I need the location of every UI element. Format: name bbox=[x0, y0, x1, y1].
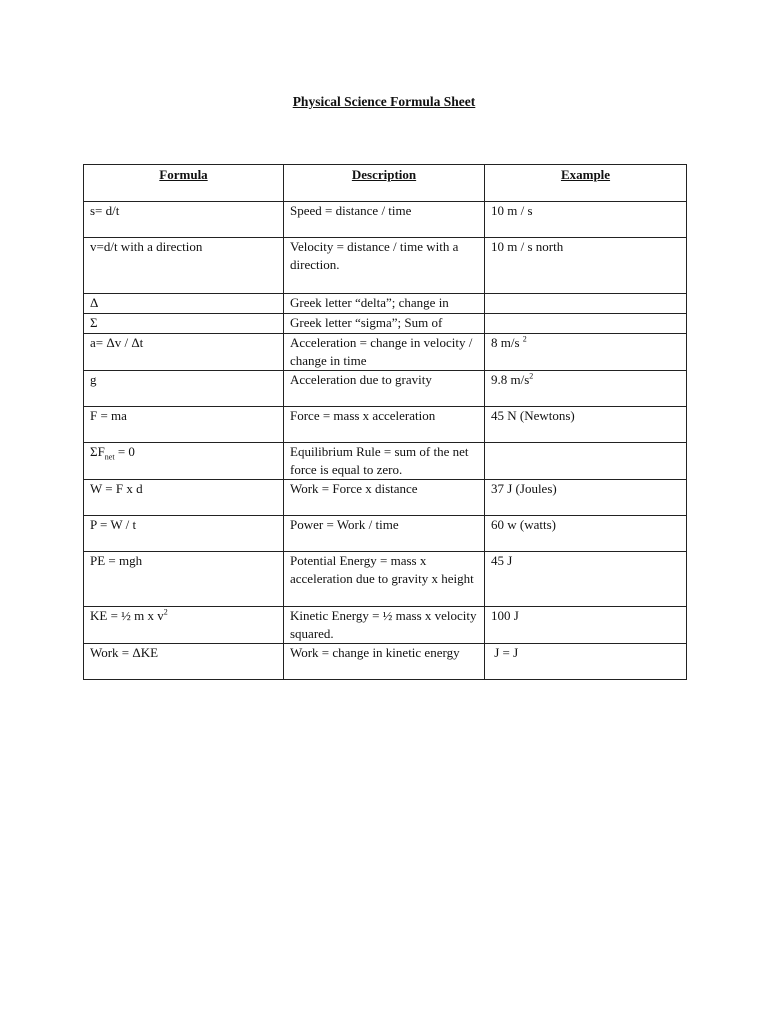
example-cell: 100 J bbox=[485, 607, 687, 644]
formula-main: KE = ½ m x v bbox=[90, 608, 164, 623]
example-cell: 10 m / s bbox=[485, 202, 687, 238]
example-cell bbox=[485, 294, 687, 314]
formula-cell: g bbox=[84, 371, 284, 407]
example-cell bbox=[485, 443, 687, 480]
table-row bbox=[84, 371, 687, 407]
description-cell: Force = mass x acceleration bbox=[284, 407, 485, 443]
description-cell: Work = Force x distance bbox=[284, 480, 485, 516]
description-cell: Equilibrium Rule = sum of the net force is equal to zero. bbox=[284, 443, 485, 480]
example-cell: 45 J bbox=[485, 552, 687, 607]
header-description: Description bbox=[284, 165, 485, 202]
description-cell: Acceleration = change in velocity / change in time bbox=[284, 334, 485, 371]
example-value: 8 m/s bbox=[491, 335, 520, 350]
example-cell: 60 w (watts) bbox=[485, 516, 687, 552]
description-cell: Potential Energy = mass x acceleration due to gravity x height bbox=[284, 552, 485, 607]
table-row bbox=[84, 552, 687, 607]
formula-cell: Δ bbox=[84, 294, 284, 314]
table-row bbox=[84, 407, 687, 443]
description-cell: Power = Work / time bbox=[284, 516, 485, 552]
example-cell bbox=[485, 314, 687, 334]
formula-subscript: net bbox=[104, 452, 115, 462]
description-cell: Greek letter “sigma”; Sum of bbox=[284, 314, 485, 334]
table-row bbox=[84, 314, 687, 334]
formula-rest: = 0 bbox=[114, 444, 135, 459]
table-row bbox=[84, 238, 687, 294]
example-cell: 10 m / s north bbox=[485, 238, 687, 294]
header-formula: Formula bbox=[84, 165, 284, 202]
formula-cell: F = ma bbox=[84, 407, 284, 443]
formula-cell: W = F x d bbox=[84, 480, 284, 516]
formula-main: ΣF bbox=[90, 444, 105, 459]
table-row bbox=[84, 202, 687, 238]
document-title: Physical Science Formula Sheet bbox=[292, 94, 476, 109]
description-cell: Kinetic Energy = ½ mass x velocity squared. bbox=[284, 607, 485, 644]
formula-cell: Work = ΔKE bbox=[84, 644, 284, 680]
formula-cell bbox=[84, 443, 284, 480]
table-header-row bbox=[84, 165, 687, 202]
table-row bbox=[84, 644, 687, 680]
table-row bbox=[84, 334, 687, 371]
formula-cell: v=d/t with a direction bbox=[84, 238, 284, 294]
description-cell: Greek letter “delta”; change in bbox=[284, 294, 485, 314]
formula-cell: PE = mgh bbox=[84, 552, 284, 607]
table-row bbox=[84, 443, 687, 480]
table-row bbox=[84, 516, 687, 552]
description-cell: Work = change in kinetic energy bbox=[284, 644, 485, 680]
table-row bbox=[84, 607, 687, 644]
formula-exponent: 2 bbox=[163, 607, 168, 617]
table-row bbox=[84, 294, 687, 314]
formula-cell: Σ bbox=[84, 314, 284, 334]
example-exponent: 2 bbox=[529, 371, 534, 381]
example-cell bbox=[485, 371, 687, 407]
formula-table bbox=[83, 164, 687, 680]
example-cell: 37 J (Joules) bbox=[485, 480, 687, 516]
formula-cell bbox=[84, 607, 284, 644]
example-cell: J = J bbox=[485, 644, 687, 680]
description-cell: Speed = distance / time bbox=[284, 202, 485, 238]
table-row bbox=[84, 480, 687, 516]
example-exponent: 2 bbox=[522, 334, 527, 344]
example-cell: 45 N (Newtons) bbox=[485, 407, 687, 443]
description-cell: Acceleration due to gravity bbox=[284, 371, 485, 407]
formula-cell: P = W / t bbox=[84, 516, 284, 552]
header-example: Example bbox=[485, 165, 687, 202]
example-cell bbox=[485, 334, 687, 371]
formula-cell: a= Δv / Δt bbox=[84, 334, 284, 371]
example-value: 9.8 m/s bbox=[491, 372, 530, 387]
description-cell: Velocity = distance / time with a direction. bbox=[284, 238, 485, 294]
formula-cell: s= d/t bbox=[84, 202, 284, 238]
